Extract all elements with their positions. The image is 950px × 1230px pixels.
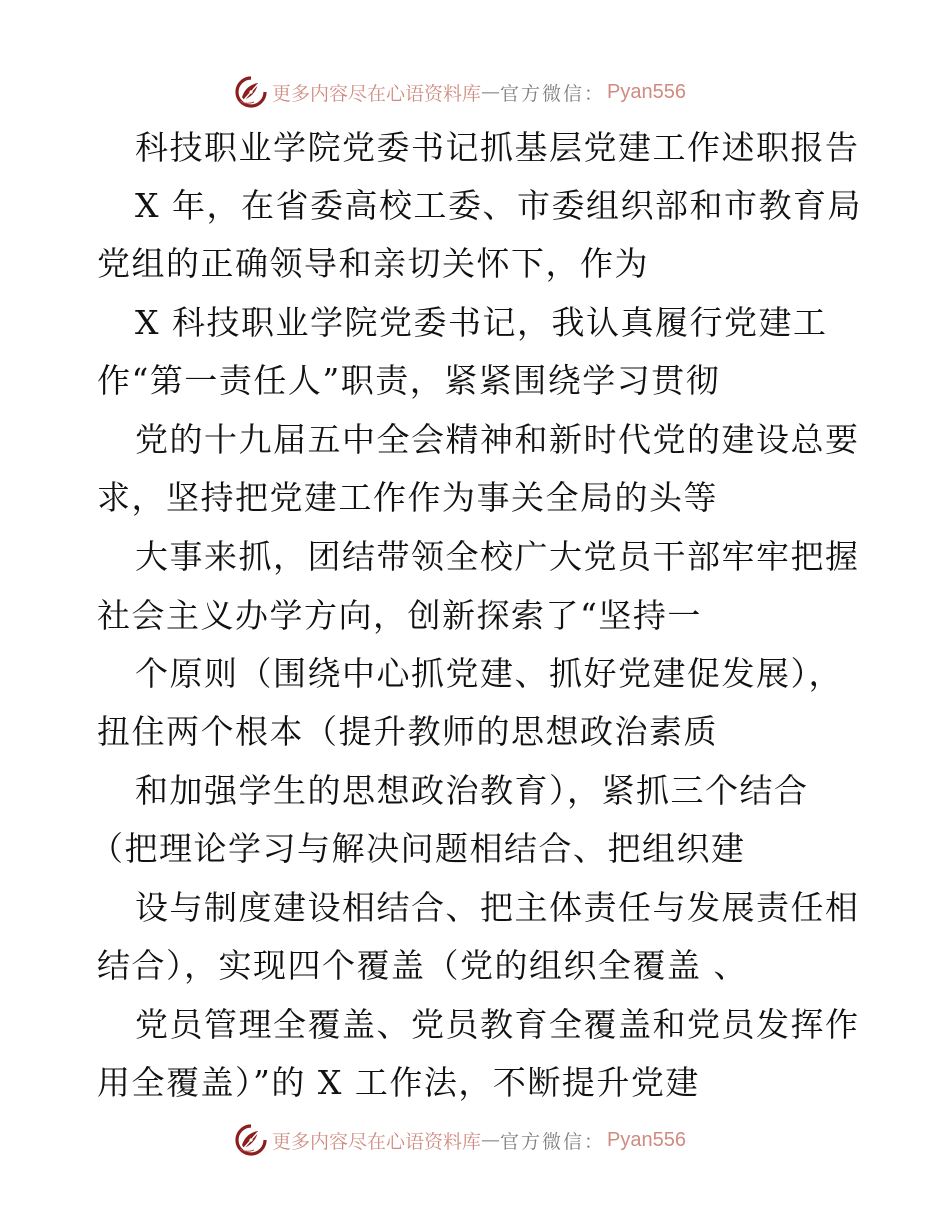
watermark-wechat-id: Pyan556 bbox=[607, 80, 686, 103]
document-line: 和加强学生的思想政治教育），紧抓三个结合 bbox=[135, 771, 809, 810]
document-line: 社会主义办学方向，创新探索了“坚持一 bbox=[97, 596, 702, 635]
watermark-wechat-label: 官方微信： bbox=[500, 82, 606, 105]
document-line: 党的十九届五中全会精神和新时代党的建设总要 bbox=[135, 420, 860, 459]
document-line: 扭住两个根本（提升教师的思想政治素质 bbox=[97, 712, 718, 751]
pen-nib-circle-icon bbox=[234, 75, 268, 109]
watermark-main-text: 更多内容尽在心语资料库 bbox=[272, 82, 482, 105]
document-line: （把理论学习与解决问题相结合、把组织建 bbox=[90, 829, 746, 868]
document-line: 设与制度建设相结合、把主体责任与发展责任相 bbox=[135, 888, 860, 927]
watermark-dash: — bbox=[481, 81, 501, 103]
document-line: 党组的正确领导和亲切关怀下，作为 bbox=[97, 244, 649, 283]
document-line: 大事来抓，团结带领全校广大党员干部牢牢把握 bbox=[135, 537, 860, 576]
document-line: 作“第一责任人”职责，紧紧围绕学习贯彻 bbox=[97, 361, 721, 400]
watermark-main-text: 更多内容尽在心语资料库 bbox=[272, 1130, 482, 1153]
watermark-wechat-id: Pyan556 bbox=[607, 1128, 686, 1151]
footer-watermark bbox=[234, 1120, 686, 1160]
document-line: 用全覆盖）”的 X 工作法，不断提升党建 bbox=[97, 1063, 700, 1102]
watermark-dash: — bbox=[481, 1129, 501, 1151]
document-line: 个原则（围绕中心抓党建、抓好党建促发展）， bbox=[135, 654, 843, 693]
pen-nib-circle-icon bbox=[234, 1123, 268, 1157]
document-title: 科技职业学院党委书记抓基层党建工作述职报告 bbox=[135, 128, 860, 167]
header-watermark bbox=[234, 72, 686, 112]
document-line: 求，坚持把党建工作作为事关全局的头等 bbox=[97, 478, 718, 517]
document-line: X 科技职业学院党委书记，我认真履行党建工 bbox=[135, 303, 828, 342]
document-line: 党员管理全覆盖、党员教育全覆盖和党员发挥作 bbox=[135, 1005, 860, 1044]
document-line: X 年，在省委高校工委、市委组织部和市教育局 bbox=[135, 186, 862, 225]
document-line: 结合），实现四个覆盖（党的组织全覆盖 、 bbox=[97, 946, 748, 985]
watermark-wechat-label: 官方微信： bbox=[500, 1130, 606, 1153]
